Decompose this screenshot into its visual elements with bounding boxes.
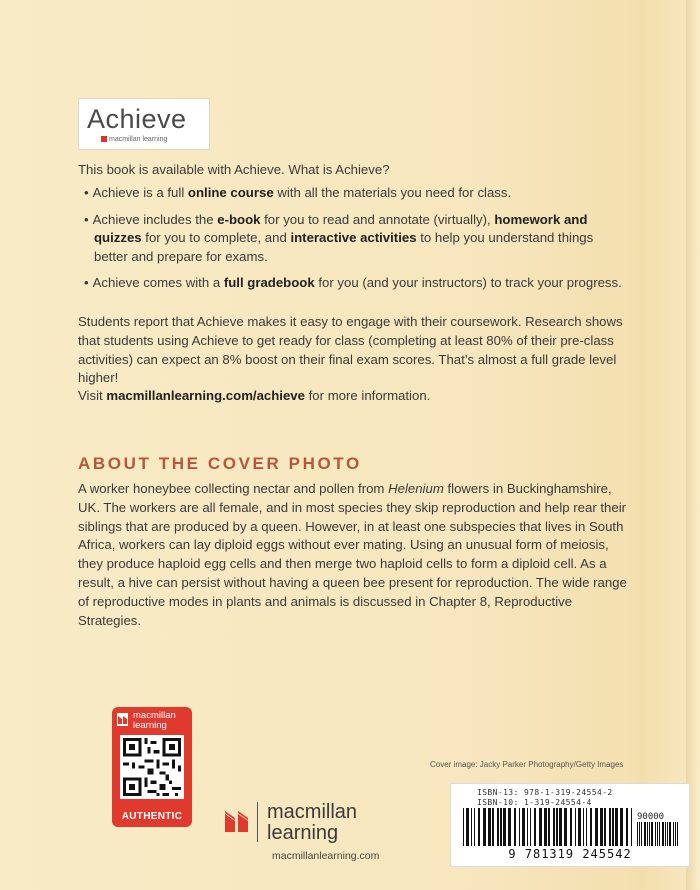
barcode-stripe: [534, 808, 536, 846]
barcode-stripe: [548, 808, 550, 846]
barcode-stripe: [600, 808, 603, 846]
barcode-stripe: [649, 822, 650, 846]
barcode-stripe: [647, 822, 648, 846]
cover-photo-heading: ABOUT THE COVER PHOTO: [78, 454, 362, 473]
bullet-bold-text: homework and quizzes: [94, 211, 588, 245]
bullet-text: Achieve is a full: [92, 185, 188, 200]
isbn-10: ISBN-10: 1-319-24554-4: [477, 798, 592, 807]
barcode-stripe: [655, 822, 656, 846]
barcode-stripe: [673, 822, 674, 846]
barcode-stripe: [488, 808, 491, 846]
achieve-logo-wordmark: Achieve: [87, 104, 187, 134]
barcode-stripe: [651, 822, 653, 846]
bullet-text: with all the materials you need for class.: [273, 185, 512, 200]
bullet-bold-text: interactive activities: [290, 230, 417, 245]
bullet-text: for you (and your instructors) to track your progress.: [314, 275, 622, 290]
isbn-barcode: [450, 783, 690, 867]
barcode-stripe: [612, 808, 614, 846]
barcode-stripe: [677, 822, 678, 846]
bullet-text: to help you understand things better and prepare for exams.: [94, 230, 594, 264]
bullet-dot: •: [84, 275, 89, 290]
barcode-stripe: [637, 822, 638, 846]
achieve-logo-subtitle-text: macmillan learning: [109, 136, 168, 143]
barcode-stripe: [669, 822, 671, 846]
barcode-stripe: [595, 808, 598, 846]
price-barcode-bars: [637, 822, 681, 846]
bullet-bold-text: full gradebook: [223, 275, 315, 290]
barcode-stripe: [609, 808, 611, 846]
barcode-stripe: [631, 808, 632, 846]
barcode-stripe: [662, 822, 664, 846]
barcode-stripe: [575, 808, 576, 846]
barcode-number: 9 781319 245542: [508, 847, 632, 861]
visit-prefix: Visit: [78, 388, 107, 403]
price-code: 90000: [637, 812, 665, 822]
barcode-stripe: [492, 808, 494, 846]
barcode-stripe: [559, 808, 562, 846]
barcode-stripe: [519, 808, 520, 846]
authentic-label: AUTHENTIC: [121, 811, 183, 822]
barcode-stripe: [483, 808, 486, 846]
bullet-text: for you to complete, and: [141, 230, 291, 245]
barcode-stripe: [474, 808, 475, 846]
barcode-stripe: [466, 808, 469, 846]
publisher-name-line1: macmillan: [267, 801, 358, 823]
barcode-stripe: [463, 808, 464, 846]
barcode-stripe: [471, 808, 472, 846]
feature-bullet: [84, 274, 624, 293]
bullet-dot: •: [84, 211, 89, 227]
macmillan-logo-icon: [224, 806, 250, 834]
badge-brand-text: macmillan learning: [133, 710, 176, 731]
barcode-bars: [463, 808, 635, 846]
barcode-stripe: [570, 808, 572, 846]
bullet-text: for you to read and annotate (virtually),: [260, 211, 495, 227]
barcode-stripe: [583, 808, 584, 846]
achieve-logo-subtitle: [101, 136, 167, 143]
bullet-dot: •: [84, 185, 89, 200]
students-paragraph: Students report that Achieve makes it easy to engage with their coursework. Research shows that students using Achieve to get ready for class (completing at least 80% of their pre-class activities) can expect an 8% boost on their final exam scores. That’s almost a full grade level higher!: [78, 314, 623, 386]
bullet-bold-text: e-book: [217, 211, 261, 227]
barcode-stripe: [641, 822, 642, 846]
barcode-stripe: [615, 808, 618, 846]
cover-edge: [686, 0, 700, 890]
barcode-stripe: [527, 808, 528, 846]
cover-para-after: flowers in Buckinghamshire, UK. The workers are all female, and in most species they skip reproduction and help rear their siblings that are produced by a queen. However, in at least one subspecies that lives in South Africa, workers can lay diploid eggs without ever mating. Using an unusual form of meiosis, they produce haploid egg cells and then merge two haploid cells to form a diploid cell. As a result, a hive can persist without having a queen bee present for reproduction. The wide range of reproductive modes in plants and animals is discussed in Chapter 8, Reproductive Strategies.: [78, 481, 627, 628]
cover-para-genus: Helenium: [388, 481, 444, 496]
macmillan-mark-icon: [101, 136, 107, 142]
badge-header: [112, 707, 192, 735]
feature-bullet: [84, 211, 624, 267]
bullet-text: Achieve comes with a: [92, 275, 224, 290]
cover-para-before: A worker honeybee collecting nectar and pollen from: [78, 481, 389, 496]
intro-text: This book is available with Achieve. What is Achieve?: [78, 162, 390, 177]
barcode-stripe: [539, 808, 542, 846]
barcode-stripe: [657, 822, 658, 846]
barcode-stripe: [553, 808, 555, 846]
bullet-bold-text: online course: [187, 185, 274, 200]
barcode-stripe: [514, 808, 516, 846]
barcode-stripe: [639, 822, 640, 846]
barcode-stripe: [556, 808, 558, 846]
barcode-stripe: [578, 808, 581, 846]
barcode-stripe: [626, 808, 628, 846]
barcode-stripe: [644, 822, 646, 846]
qr-code-icon: [120, 735, 184, 799]
barcode-stripe: [604, 808, 606, 846]
isbn-13: ISBN-13: 978-1-319-24554-2: [477, 788, 613, 797]
cover-image-credit: Cover image: Jacky Parker Photography/Getty Images: [430, 760, 624, 769]
barcode-stripe: [503, 808, 506, 846]
achieve-feature-list: [84, 184, 624, 301]
macmillan-learning-logo: [222, 802, 392, 872]
achieve-url-link[interactable]: macmillanlearning.com/achieve: [106, 388, 305, 403]
authentic-badge: [112, 707, 192, 827]
barcode-stripe: [522, 808, 525, 846]
visit-suffix: for more information.: [304, 388, 431, 403]
barcode-stripe: [659, 822, 660, 846]
achieve-logo: [78, 98, 210, 150]
publisher-name: [267, 802, 357, 844]
barcode-stripe: [586, 808, 587, 846]
barcode-stripe: [665, 822, 666, 846]
publisher-url[interactable]: macmillanlearning.com: [272, 850, 380, 862]
barcode-stripe: [497, 808, 499, 846]
barcode-stripe: [675, 822, 676, 846]
barcode-stripe: [564, 808, 567, 846]
barcode-stripe: [530, 808, 531, 846]
visit-line: [78, 387, 628, 406]
logo-divider: [257, 802, 258, 842]
barcode-stripe: [500, 808, 502, 846]
barcode-stripe: [508, 808, 511, 846]
barcode-stripe: [544, 808, 547, 846]
cover-photo-paragraph: [78, 480, 628, 630]
barcode-stripe: [667, 822, 668, 846]
feature-bullet: [84, 184, 624, 203]
barcode-stripe: [620, 808, 623, 846]
barcode-stripe: [590, 808, 592, 846]
macmillan-badge-icon: [117, 713, 128, 726]
publisher-name-line2: learning: [267, 822, 339, 844]
barcode-stripe: [478, 808, 480, 846]
bullet-text: Achieve includes the: [92, 211, 218, 227]
